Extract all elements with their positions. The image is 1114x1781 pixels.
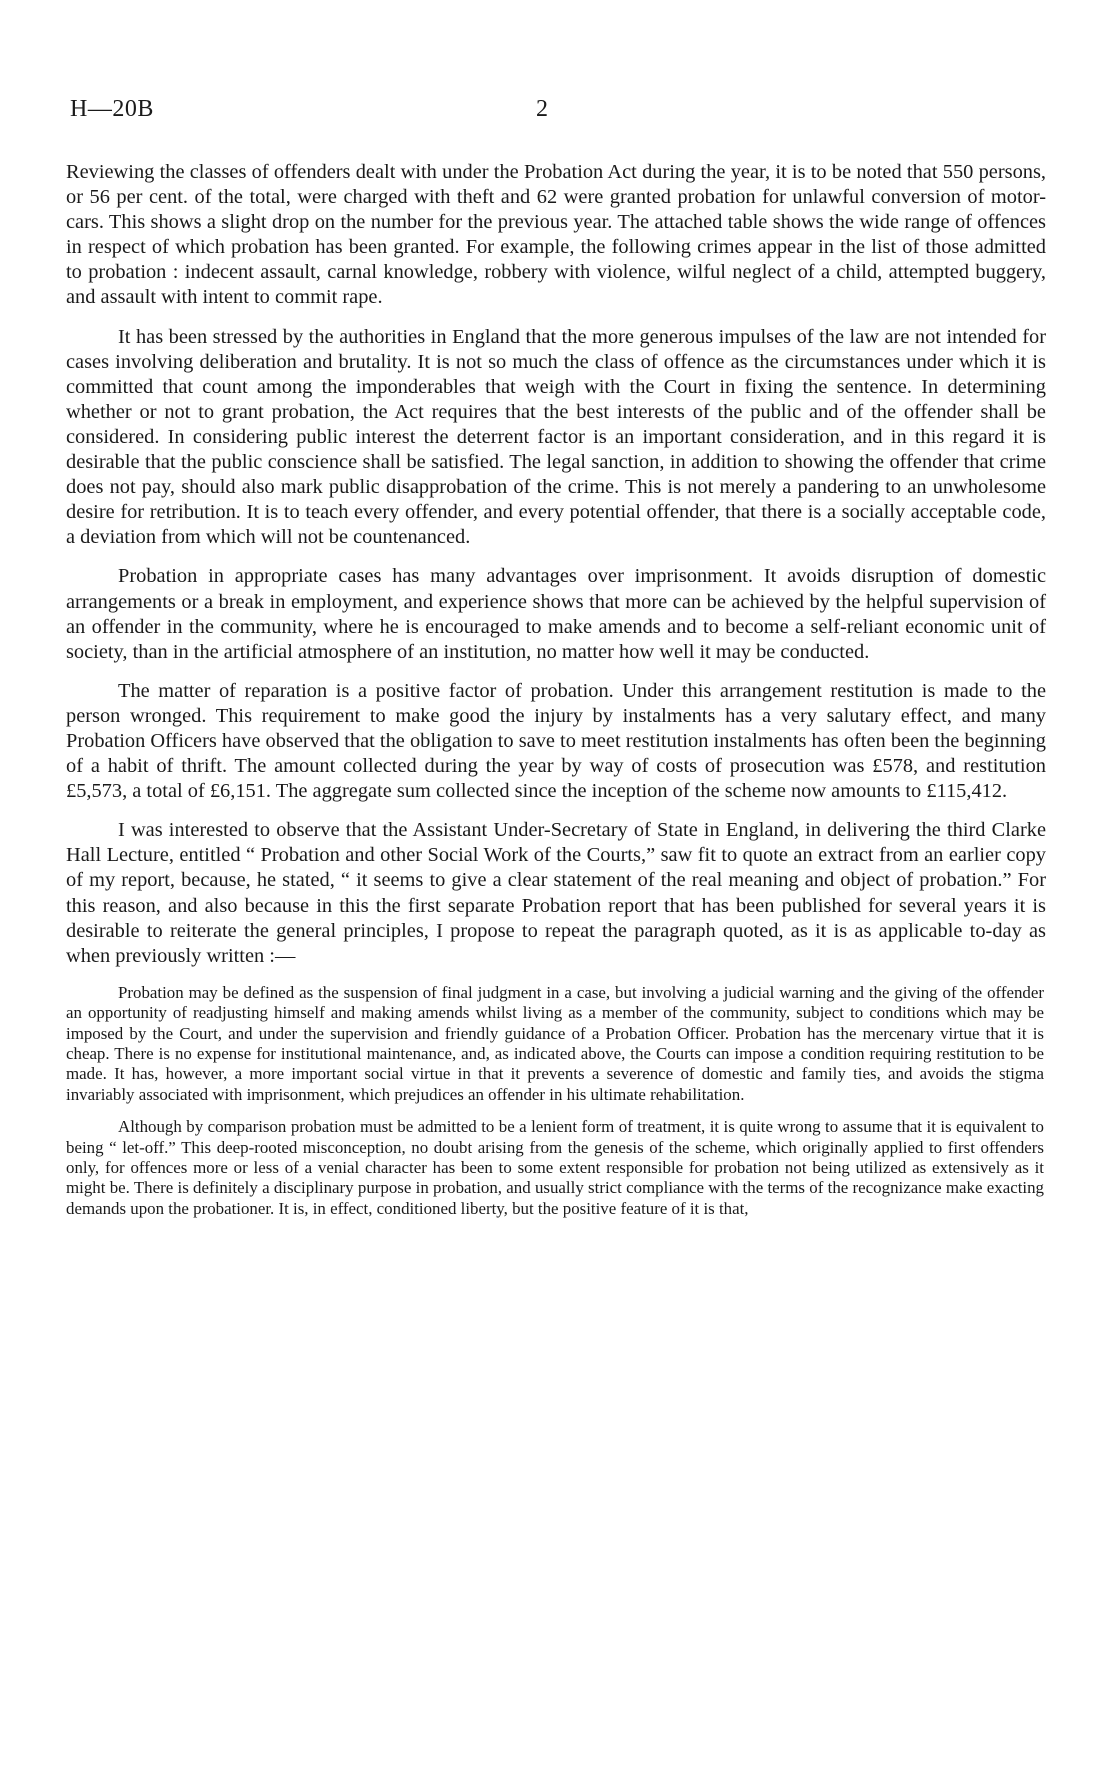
quote-paragraph-definition: Probation may be defined as the suspension of final judgment in a case, but involving a judicial warning and the giving of the offender an opportunity of readjusting himself and making amends whilst living as a member of the community, subject to conditions which may be imposed by the Court, and under the supervision and friendly guidance of a Probation Officer. Probation has the mercenary virtue that it is cheap. There is no expense for institutional maintenance, and, as indicated above, the Courts can impose a condition requiring restitution to be made. It has, however, a more important social virtue in that it prevents a severence of domestic and family ties, and avoids the stigma invariably associated with imprisonment, which prejudices an offender in his ultimate rehabilitation. [66, 982, 1044, 1104]
page-number: 2 [536, 96, 548, 122]
paragraph-offender-classes: Reviewing the classes of offenders dealt with under the Probation Act during the year, it is to be noted that 550 persons, or 56 per cent. of the total, were charged with theft and 62 were granted probation for unlawful conversion of motor-cars. This shows a slight drop on the number for the previous year. The attached table shows the wide range of offences in respect of which probation has been granted. For example, the following crimes appear in the list of those admitted to probation : indecent assault, carnal knowledge, robbery with violence, wilful neglect of a child, attempted buggery, and assault with intent to commit rape. [66, 161, 1046, 309]
paragraph-clarke-hall-lecture: I was interested to observe that the Assistant Under-Secretary of State in England, in delivering the third Clarke Hall Lecture, entitled “ Probation and other Social Work of the Courts,” saw fit to quote an extract from an earlier copy of my report, because, he stated, “ it seems to give a clear statement of the real meaning and object of probation.” For this reason, and also because in this the first separate Probation report that has been published for several years it is desirable to reiterate the general principles, I propose to repeat the paragraph quoted, as it is as applicable to-day as when previously written :— [66, 819, 1046, 967]
paragraph-advantages: Probation in appropriate cases has many advantages over imprisonment. It avoids disruption of domestic arrangements or a break in employment, and experience shows that more can be achieved by the helpful supervision of an offender in the community, where he is encouraged to make amends and to become a self-reliant economic unit of society, than in the artificial atmosphere of an institution, no matter how well it may be conducted. [66, 565, 1046, 663]
document-code: H—20B [70, 96, 154, 122]
quoted-extract [66, 983, 1046, 1219]
paragraph-authorities-england: It has been stressed by the authorities in England that the more generous impulses of the law are not intended for cases involving deliberation and brutality. It is not so much the class of offence as the circumstances under which it is committed that count among the imponderables that weigh with the Court in fixing the sentence. In determining whether or not to grant probation, the Act requires that the best interests of the public and of the offender shall be considered. In considering public interest the deterrent factor is an important consideration, and in this regard it is desirable that the public conscience shall be satisfied. The legal sanction, in addition to showing the offender that crime does not pay, should also mark public disapprobation of the crime. This is not merely a pandering to an unwholesome desire for retribution. It is to teach every offender, and every potential offender, that there is a socially acceptable code, a deviation from which will not be countenanced. [66, 325, 1046, 549]
paragraph-reparation: The matter of reparation is a positive factor of probation. Under this arrangement restitution is made to the person wronged. This requirement to make good the injury by instalments has a very salutary effect, and many Probation Officers have observed that the obligation to save to meet restitution instalments has often been the beginning of a habit of thrift. The amount collected during the year by way of costs of prosecution was £578, and restitution £5,573, a total of £6,151. The aggregate sum collected since the inception of the scheme now amounts to £115,412. [66, 679, 1046, 803]
quote-paragraph-lenient-form: Although by comparison probation must be admitted to be a lenient form of treatment, it is quite wrong to assume that it is equivalent to being “ let-off.” This deep-rooted misconception, no doubt arising from the genesis of the scheme, which originally applied to first offenders only, for offences more or less of a venial character has been to some extent responsible for probation not being utilized as extensively as it might be. There is definitely a disciplinary purpose in probation, and usually strict compliance with the terms of the recognizance make exacting demands upon the probationer. It is, in effect, conditioned liberty, but the positive feature of it is that, [66, 1117, 1044, 1218]
body-text [66, 160, 1046, 1231]
page-header [70, 96, 1050, 132]
